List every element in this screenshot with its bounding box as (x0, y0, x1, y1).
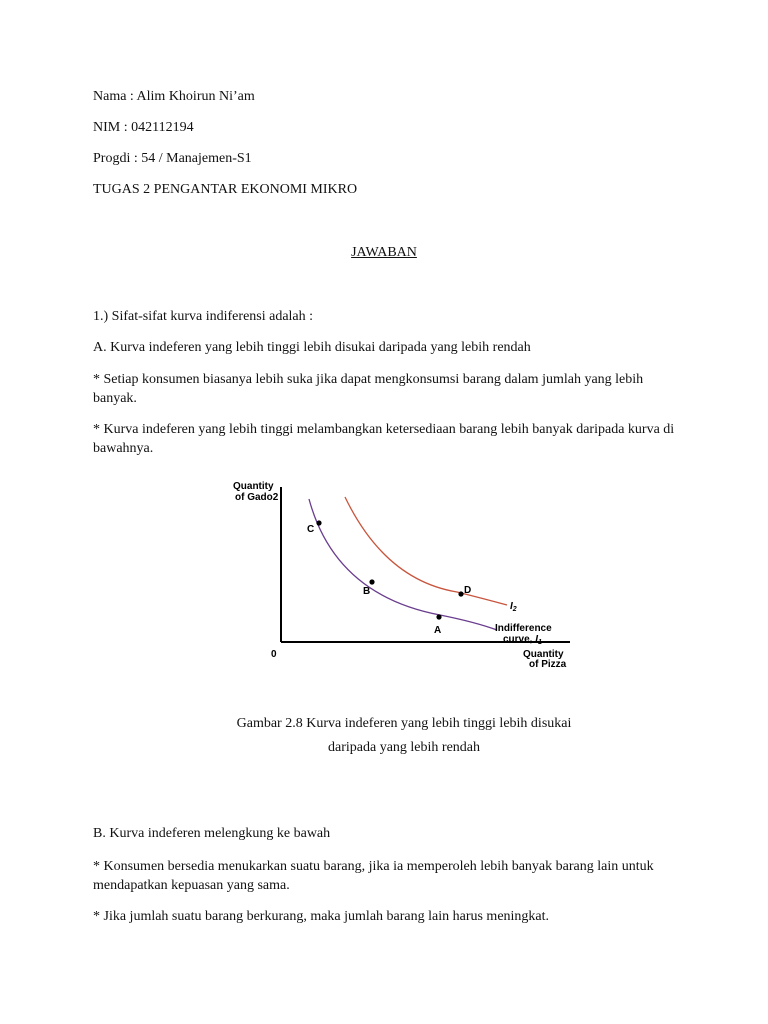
answer-title: JAWABAN (351, 245, 417, 260)
point-d-label: D (464, 585, 472, 596)
point-a-marker (436, 614, 441, 619)
point-b-bullet-1: * Konsumen bersedia menukarkan suatu barang, jika ia memperoleh lebih banyak barang lain untuk mendapatkan kepuasan yang sama. (93, 859, 654, 893)
point-b-label: B (363, 586, 371, 597)
indifference-curve-1 (309, 499, 497, 630)
curve-1-label-2: curve, $I_1$ (503, 634, 542, 646)
task-line: TUGAS 2 PENGANTAR EKONOMI MIKRO (93, 182, 358, 197)
point-d-marker (458, 591, 463, 596)
curve-2-label: $I_2$ (510, 601, 517, 613)
curve-1-label-1: Indifference (495, 623, 552, 634)
origin-label: 0 (271, 649, 277, 660)
indifference-curve-figure (225, 475, 585, 675)
point-b-heading: B. Kurva indeferen melengkung ke bawah (93, 826, 331, 841)
y-axis-label-2: of Gado2 (235, 492, 279, 503)
nim-line: NIM : 042112194 (93, 120, 194, 135)
question-intro: 1.) Sifat-sifat kurva indiferensi adalah : (93, 309, 314, 324)
point-b-bullet-2: * Jika jumlah suatu barang berkurang, maka jumlah barang lain harus meningkat. (93, 909, 550, 924)
y-axis-label-1: Quantity (233, 481, 274, 492)
name-line: Nama : Alim Khoirun Ni’am (93, 89, 255, 104)
point-a-bullet-1: * Setiap konsumen biasanya lebih suka jika dapat mengkonsumsi barang dalam jumlah yang lebih banyak. (93, 372, 644, 406)
point-c-marker (316, 520, 321, 525)
point-b-marker (369, 579, 374, 584)
point-a-heading: A. Kurva indeferen yang lebih tinggi lebih disukai daripada yang lebih rendah (93, 340, 531, 355)
point-c-label: C (307, 524, 315, 535)
figure-caption-line-1: Gambar 2.8 Kurva indeferen yang lebih tinggi lebih disukai (236, 716, 572, 731)
point-a-label: A (434, 625, 442, 636)
figure-caption-line-2: daripada yang lebih rendah (328, 740, 480, 755)
x-axis-label-1: Quantity (523, 649, 564, 660)
point-a-bullet-2: * Kurva indeferen yang lebih tinggi melambangkan ketersediaan barang lebih banyak daripada kurva di bawahnya. (93, 422, 675, 456)
x-axis-label-2: of Pizza (529, 659, 567, 670)
prodi-line: Progdi : 54 / Manajemen-S1 (93, 151, 252, 166)
